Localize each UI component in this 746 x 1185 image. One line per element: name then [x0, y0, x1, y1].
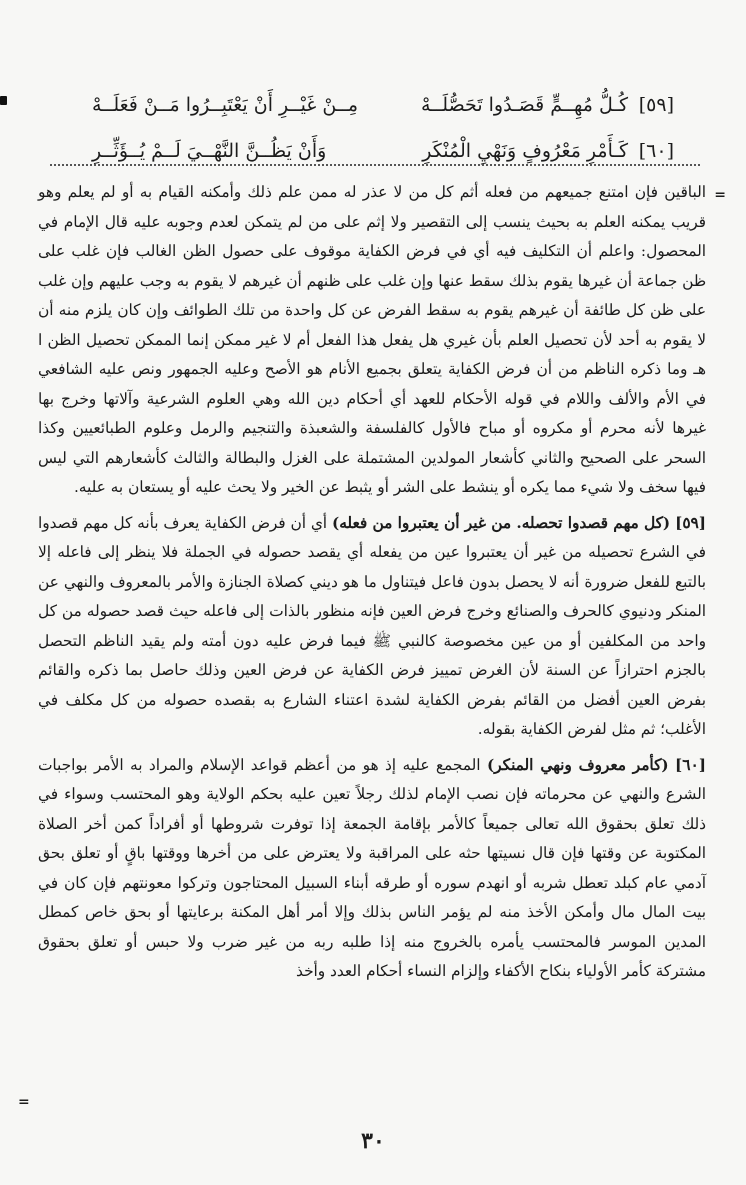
verse-59	[92, 84, 674, 130]
margin-mark-top: =	[714, 187, 726, 203]
dotted-separator	[50, 164, 700, 166]
verse-marker: [٥٩]	[675, 513, 706, 532]
paragraph-body: المجمع عليه إذ هو من أعظم قواعد الإسلام والمراد به الأمر بواجبات الشرع والنهي عن محرماته فإن نصب الإمام لذلك رجلاً تعين عليه بحكم الولاية وهو المحتسب وسواء في ذلك تعلق بحقوق الله تعالى جميعاً كالأمر بإقامة الجمعة إذا توفرت شروطها أو أفراداً كمن أخر الصلاة المكتوبة عن وقتها فإن قال نسيتها حثه على المراقبة ولا يعترض على من أخرها ووقتها باقٍ أو تعلق بحق آدمي عام كبلد تعطل شربه أو انهدم سوره أو طرقه أبناء السبيل المحتاجون وتركوا معونتهم فإن كان في بيت المال مال وأمكن الأخذ منه لم يؤمر الناس بذلك وإلا أمر أهل المكنة برعايتها أو بحق خاص كمطل المدين الموسر فالمحتسب يأمره بالخروج منه إذا طلبه ربه من غير ضرب ولا حبس أو تعلق بحقوق مشتركة كأمر الأولياء بنكاح الأكفاء وإلزام النساء أحكام العدد وأخذ	[38, 755, 706, 980]
paragraph-verse-59	[38, 509, 706, 745]
verse-number: [٦٠]	[638, 140, 674, 162]
page-edge-mark	[0, 96, 7, 105]
verse-marker: [٦٠]	[675, 755, 706, 774]
verse-block	[92, 84, 674, 176]
verse-first-hemistich: كُـلُّ مُهِــمٍّ قَصَـدُوا تَحَصُّلَــهْ	[420, 94, 628, 116]
paragraph-verse-60	[38, 751, 706, 987]
verse-second-hemistich: وَأَنْ يَظُــنَّ النَّهْــيَ لَــمْ يُــؤَثِّــرِ	[92, 140, 327, 162]
page-number: ٣٠	[361, 1128, 385, 1154]
verse-lemma: (كل مهم قصدوا تحصله. من غير أن يعتبروا من فعله)	[331, 513, 671, 532]
margin-mark-bottom: =	[18, 1094, 30, 1110]
commentary-text	[38, 178, 706, 987]
verse-first-hemistich: كَـأَمْرِ مَعْرُوفٍ وَنَهْيِ الْمُنْكَرِ	[422, 140, 628, 162]
verse-second-hemistich: مِــنْ غَيْــرِ أَنْ يَعْتَبِــرُوا مَــنْ فَعَلَــهْ	[92, 94, 359, 116]
verse-lemma: (كأمر معروف ونهي المنكر)	[486, 755, 669, 774]
verse-number: [٥٩]	[638, 94, 674, 116]
paragraph-continuation: الباقين فإن امتنع جميعهم من فعله أثم كل من لا عذر له ممن علم ذلك وأمكنه القيام به أو لم يعلم وهو قريب يمكنه العلم به بحيث ينسب إلى التقصير ولا إثم على من لم يتمكن لعدم وجوبه عليه قال الإمام في المحصول: واعلم أن التكليف فيه أي في فرض الكفاية موقوف على حصول الظن الغالب فإن غلب على ظن جماعة أن غيرها يقوم بذلك سقط عنها وإن غلب على ظنهم أن غيرهم لا يقوم به وجب عليهم وإن غلب على ظن كل طائفة أن غيرهم يقوم به سقط الفرض عن كل واحدة من تلك الطوائف وإن كان يلزم منه أن لا يقوم به أحد لأن تحصيل العلم بأن غيري هل يفعل هذا الفعل أم لا غير ممكن إنما الممكن تحصيل الظن ا هـ وما ذكره الناظم من أن فرض الكفاية يتعلق بجميع الأنام هو الأصح وعليه الجمهور ونص عليه الشافعي في الأم والألف واللام في قوله الأحكام للعهد أي أحكام دين الله وهي العلوم الشرعية وآلاتها وخرج بها غيرها لأنه محرم أو مكروه أو مباح فالأول كالفلسفة والشعبذة والتنجيم والرمل وعلوم الطبائعيين وكذا السحر على الصحيح والثاني كأشعار المولدين المشتملة على الغزل والبطالة والثالث كأشعارهم التي ليس فيها سخف ولا شيء مما يكره أو ينشط على الشر أو يثبط عن الخير ولا يحث عليه أو يستعان به عليه.	[38, 183, 706, 496]
paragraph-body: أي أن فرض الكفاية يعرف بأنه كل مهم قصدوا في الشرع تحصيله من غير أن يعتبروا عين من يفعله أي يقصد حصوله في الجملة فلا ينظر إلى فاعله إلا بالتبع للفعل ضرورة أنه لا يحصل بدون فاعل فيتناول ما هو ديني كصلاة الجنازة والأمر بالمعروف والنهي عن المنكر ودنيوي كالحرف والصنائع وخرج فرض العين فإنه منظور بالذات إلى فاعله حيث قصد حصوله من كل واحد من المكلفين أو من عين مخصوصة كالنبي ﷺ فيما فرض عليه دون أمته ولم يقيد الناظم التحصل بالجزم احترازاً عن السنة لأن الغرض تمييز فرض الكفاية عن فرض العين وذلك حاصل بما ذكره والقائم بفرض العين أفضل من القائم بفرض الكفاية لشدة اعتناء الشارع به بقصده حصوله من كل مكلف في الأغلب؛ ثم مثل لفرض الكفاية بقوله.	[38, 513, 706, 738]
verse-60	[92, 130, 674, 176]
